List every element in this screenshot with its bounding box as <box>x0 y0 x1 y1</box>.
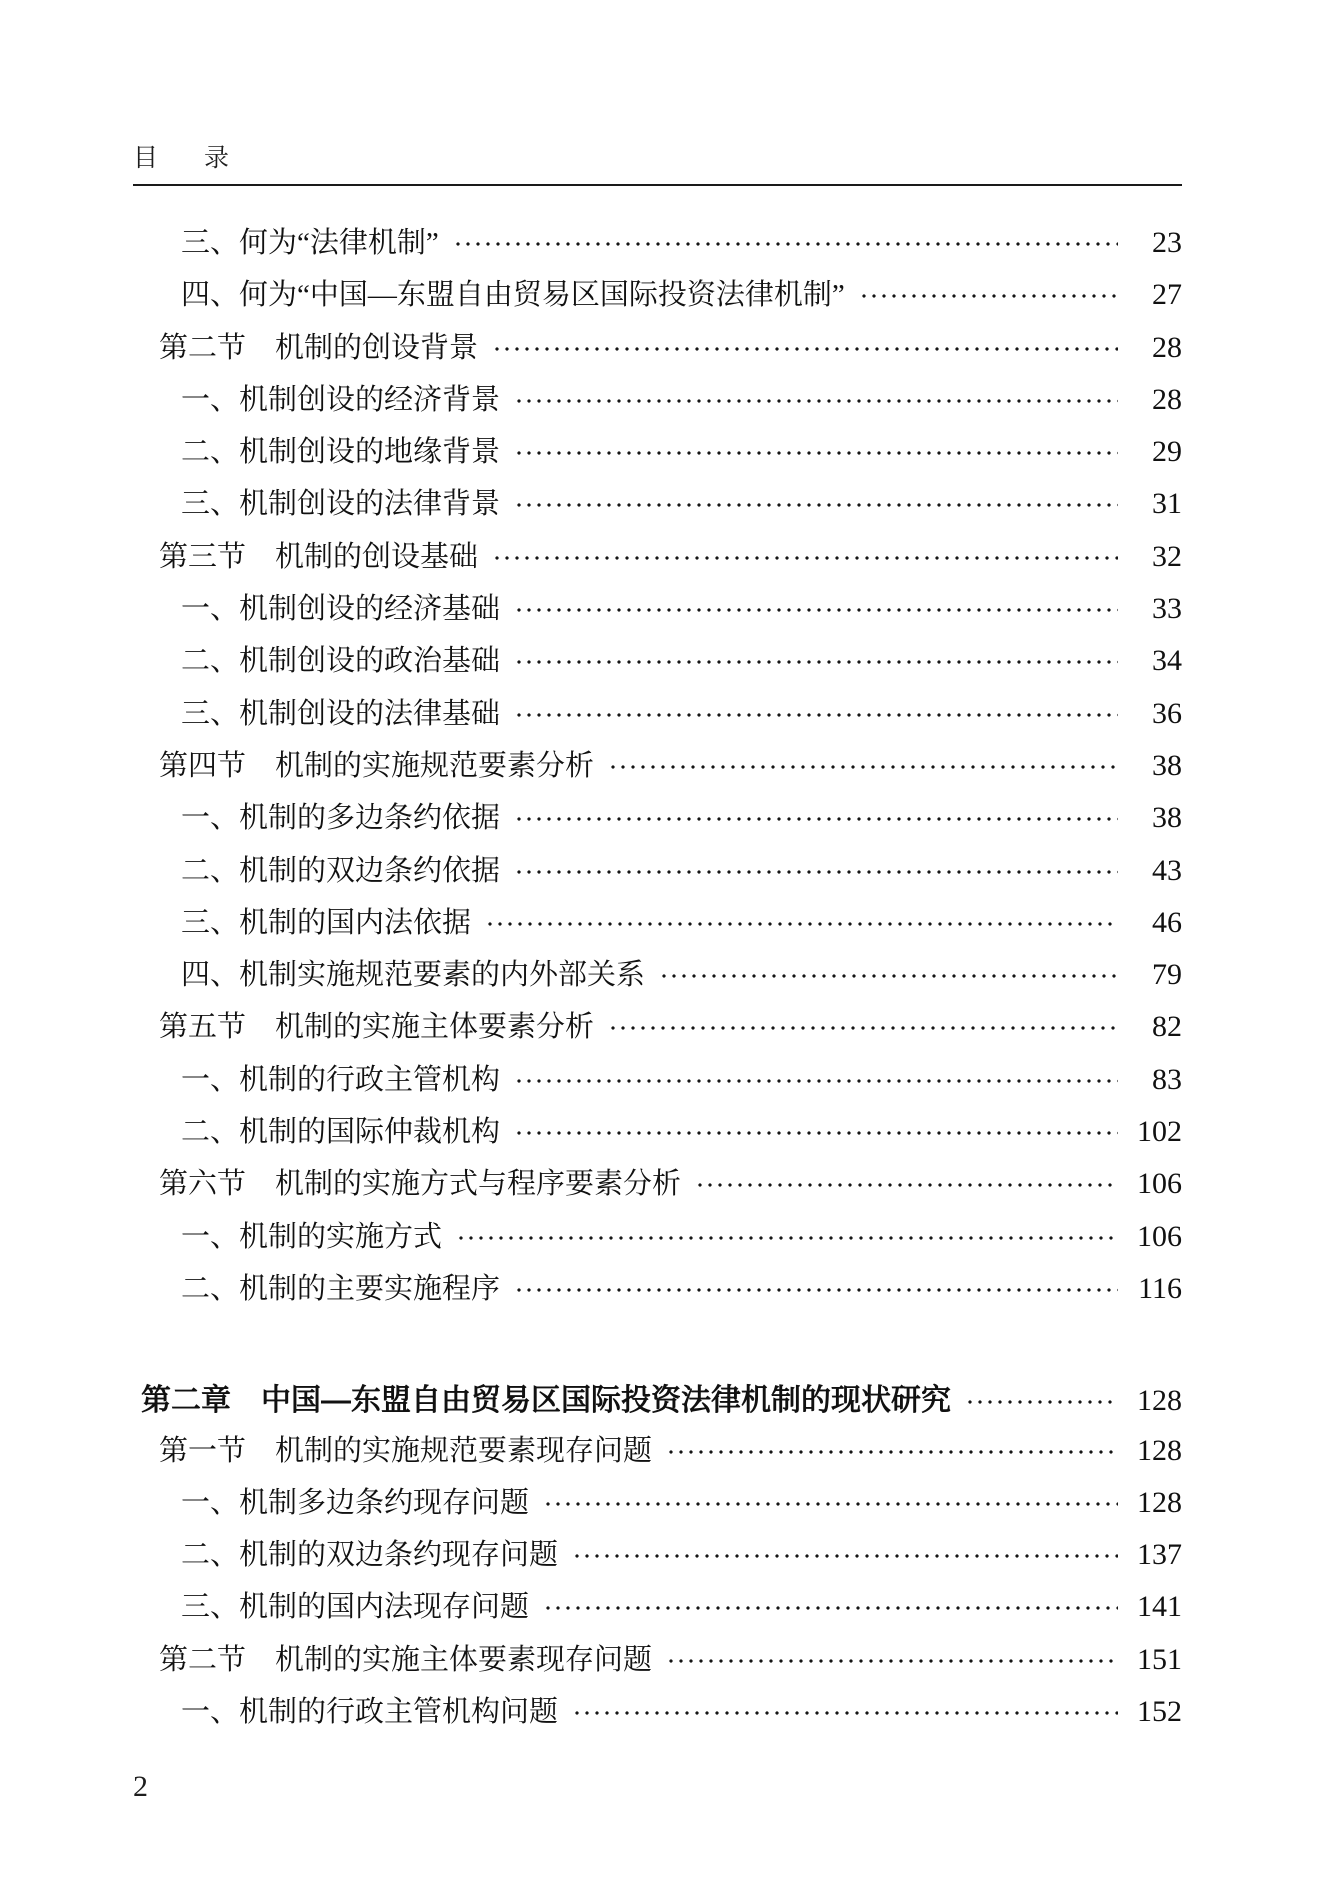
toc-page-number: 152 <box>1137 1695 1182 1729</box>
toc-page-number: 128 <box>1137 1384 1182 1418</box>
toc-entry <box>133 1480 1182 1532</box>
toc-dot-leader <box>965 1394 1118 1410</box>
toc-dot-leader <box>608 759 1118 775</box>
toc-dot-leader <box>514 497 1118 513</box>
toc-dot-leader <box>514 1073 1118 1089</box>
toc-dot-leader <box>492 550 1118 566</box>
toc-entry-title: 第一节 机制的实施规范要素现存问题 <box>159 1434 653 1467</box>
toc-dot-leader <box>456 1230 1118 1246</box>
toc-page-number: 31 <box>1152 487 1182 521</box>
toc-entry-title: 一、机制创设的经济背景 <box>181 383 501 416</box>
page-title: 目录 <box>133 145 276 172</box>
toc-entry-title: 二、机制创设的政治基础 <box>181 645 501 678</box>
toc-page-number: 116 <box>1138 1271 1182 1305</box>
toc-page-number: 82 <box>1152 1010 1182 1044</box>
toc-dot-leader <box>514 707 1118 723</box>
toc-page-number: 141 <box>1137 1590 1182 1624</box>
toc-page-number: 83 <box>1152 1062 1182 1096</box>
toc-entry-title: 二、机制的国际仲裁机构 <box>181 1116 501 1149</box>
toc-entry-title: 一、机制的多边条约依据 <box>181 802 501 835</box>
toc-entry-title: 一、机制多边条约现存问题 <box>181 1486 530 1519</box>
toc-dot-leader <box>859 288 1118 304</box>
toc-entry <box>133 534 1182 586</box>
toc-page-number: 27 <box>1152 278 1182 312</box>
toc-entry-title: 四、机制实施规范要素的内外部关系 <box>181 959 646 992</box>
toc-page-number: 29 <box>1152 435 1182 469</box>
toc-entry <box>133 272 1182 324</box>
toc-list <box>133 220 1182 1741</box>
toc-dot-leader <box>514 654 1118 670</box>
page-header <box>133 0 1182 186</box>
toc-page-number: 79 <box>1152 958 1182 992</box>
toc-entry <box>133 691 1182 743</box>
toc-page-number: 36 <box>1152 696 1182 730</box>
toc-entry <box>133 1689 1182 1741</box>
toc-entry <box>133 848 1182 900</box>
folio-page-number: 2 <box>133 1770 148 1803</box>
toc-entry-title: 一、机制的行政主管机构问题 <box>181 1696 559 1729</box>
toc-dot-leader <box>485 916 1118 932</box>
toc-page-number: 128 <box>1137 1485 1182 1519</box>
toc-entry-title: 一、机制的实施方式 <box>181 1220 443 1253</box>
toc-dot-leader <box>514 602 1118 618</box>
header-rule <box>133 184 1182 186</box>
toc-entry-title: 第四节 机制的实施规范要素分析 <box>159 749 595 782</box>
toc-dot-leader <box>543 1600 1118 1616</box>
toc-page-number: 46 <box>1152 905 1182 939</box>
toc-dot-leader <box>695 1177 1118 1193</box>
toc-page-number: 28 <box>1152 330 1182 364</box>
toc-entry <box>133 900 1182 952</box>
toc-dot-leader <box>514 864 1118 880</box>
toc-entry <box>133 1532 1182 1584</box>
toc-page-number: 43 <box>1152 853 1182 887</box>
toc-dot-leader <box>514 393 1118 409</box>
toc-entry-title: 三、何为“法律机制” <box>181 227 439 259</box>
toc-page-number: 106 <box>1137 1167 1182 1201</box>
toc-entry-title: 三、机制的国内法依据 <box>181 906 472 939</box>
toc-entry-title: 三、机制的国内法现存问题 <box>181 1591 530 1624</box>
toc-page-number: 128 <box>1137 1433 1182 1467</box>
toc-dot-leader <box>543 1496 1118 1512</box>
toc-entry <box>133 1057 1182 1109</box>
toc-entry <box>133 586 1182 638</box>
toc-entry <box>133 1428 1182 1480</box>
toc-page-number: 32 <box>1152 539 1182 573</box>
toc-entry-title: 三、机制创设的法律基础 <box>181 697 501 730</box>
toc-entry <box>133 1004 1182 1056</box>
toc-entry <box>133 795 1182 847</box>
toc-page-number: 137 <box>1137 1538 1182 1572</box>
toc-entry-title: 二、机制的双边条约依据 <box>181 854 501 887</box>
toc-page-number: 106 <box>1137 1219 1182 1253</box>
toc-dot-leader <box>492 341 1118 357</box>
toc-page-number: 151 <box>1137 1642 1182 1676</box>
toc-dot-leader <box>453 236 1118 252</box>
toc-entry <box>133 1637 1182 1689</box>
toc-dot-leader <box>514 1125 1118 1141</box>
toc-entry-title: 二、机制的双边条约现存问题 <box>181 1539 559 1572</box>
toc-entry <box>133 377 1182 429</box>
toc-dot-leader <box>572 1548 1118 1564</box>
toc-entry <box>133 638 1182 690</box>
toc-entry-title: 四、何为“中国—东盟自由贸易区国际投资法律机制” <box>181 279 845 312</box>
toc-entry <box>133 481 1182 533</box>
toc-entry-title: 三、机制创设的法律背景 <box>181 488 501 521</box>
toc-page-number: 38 <box>1152 748 1182 782</box>
toc-page-number: 33 <box>1152 592 1182 626</box>
toc-entry-title: 第五节 机制的实施主体要素分析 <box>159 1011 595 1044</box>
toc-page-number: 38 <box>1152 801 1182 835</box>
toc-entry-title: 第二章 中国—东盟自由贸易区国际投资法律机制的现状研究 <box>141 1384 951 1418</box>
toc-entry <box>133 1214 1182 1266</box>
toc-page-number: 28 <box>1152 382 1182 416</box>
toc-entry <box>133 743 1182 795</box>
toc-entry-title: 第六节 机制的实施方式与程序要素分析 <box>159 1168 682 1201</box>
toc-dot-leader <box>514 811 1118 827</box>
toc-dot-leader <box>666 1444 1118 1460</box>
toc-entry-title: 第三节 机制的创设基础 <box>159 540 479 573</box>
toc-entry <box>133 429 1182 481</box>
toc-dot-leader <box>666 1653 1118 1669</box>
toc-entry <box>133 325 1182 377</box>
toc-entry-title: 一、机制的行政主管机构 <box>181 1063 501 1096</box>
toc-page-number: 34 <box>1152 644 1182 678</box>
toc-entry-title: 第二节 机制的实施主体要素现存问题 <box>159 1643 653 1676</box>
toc-entry-title: 二、机制创设的地缘背景 <box>181 436 501 469</box>
toc-entry-title: 一、机制创设的经济基础 <box>181 593 501 626</box>
toc-entry <box>133 1161 1182 1213</box>
toc-entry <box>133 952 1182 1004</box>
toc-entry-chapter <box>133 1375 1182 1427</box>
toc-entry <box>133 1109 1182 1161</box>
toc-dot-leader <box>608 1020 1118 1036</box>
toc-entry <box>133 1584 1182 1636</box>
toc-entry <box>133 1266 1182 1318</box>
toc-page-number: 102 <box>1137 1115 1182 1149</box>
toc-dot-leader <box>514 445 1118 461</box>
toc-entry <box>133 220 1182 272</box>
toc-dot-leader <box>514 1282 1118 1298</box>
toc-dot-leader <box>659 968 1118 984</box>
toc-entry-title: 第二节 机制的创设背景 <box>159 331 479 364</box>
toc-entry-title: 二、机制的主要实施程序 <box>181 1272 501 1305</box>
toc-dot-leader <box>572 1705 1118 1721</box>
toc-page-number: 23 <box>1152 226 1182 259</box>
